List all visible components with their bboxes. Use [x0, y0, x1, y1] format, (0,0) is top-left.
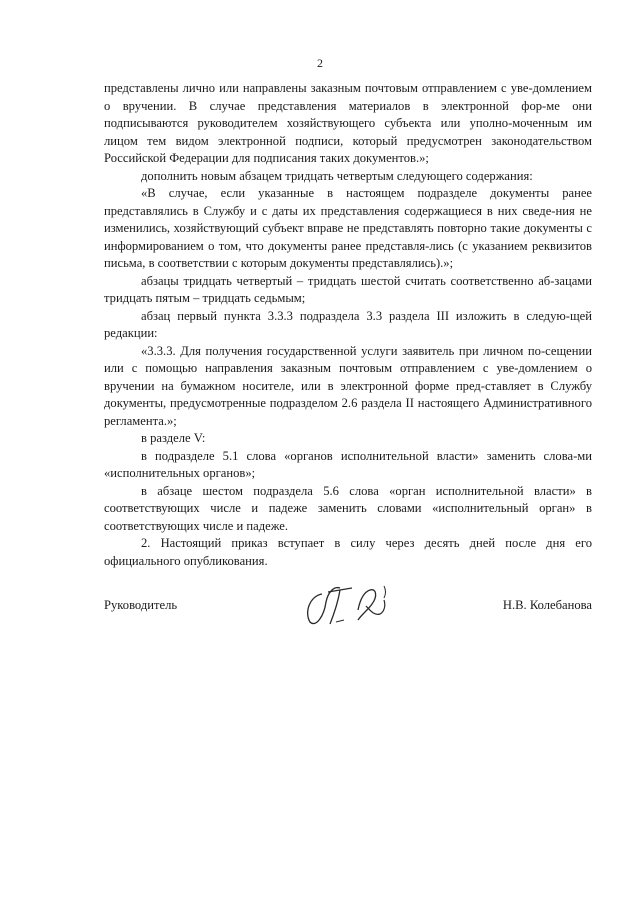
paragraph: абзацы тридцать четвертый – тридцать шестой считать соответственно аб-зацами тридцать пятым – тридцать седьмым; — [104, 273, 592, 305]
paragraph: «3.3.3. Для получения государственной услуги заявитель при личном по-сещении или с помощью направления заказным почтовым отправлением с уве-домлением о вручении на бумажном носителе, или в электронной форме пред-ставляет в Службу документы, предусмотренные подразделом 2.6 раздела II настоящего Административного регламента.»; — [104, 343, 592, 428]
paragraph: в разделе V: — [141, 431, 206, 445]
page-number: 2 — [317, 56, 323, 70]
signatory-name: Н.В. Колебанова — [502, 598, 592, 612]
paragraph: абзац первый пункта 3.3.3 подраздела 3.3 раздела III изложить в следую-щей редакции: — [104, 308, 592, 340]
paragraph: в подразделе 5.1 слова «органов исполнительной власти» заменить слова-ми «исполнительных органов»; — [104, 448, 592, 480]
paragraph: «В случае, если указанные в настоящем подразделе документы ранее представлялись в Службу и с даты их представления содержащиеся в них сведе-ния не изменились, хозяйствующий субъект вправе не представлять повторно такие документы с информированием о том, что документы ранее представля-лись (с указанием реквизитов письма, в соответствии с которым документы представлялись).»; — [104, 186, 592, 270]
signature-block — [104, 580, 592, 640]
handwritten-signature — [300, 580, 400, 628]
document-body — [104, 80, 592, 570]
paragraph: 2. Настоящий приказ вступает в силу через десять дней после дня его официального опубликования. — [104, 536, 592, 568]
paragraph: представлены лично или направлены заказным почтовым отправлением с уве-домлением о вручении. В случае представления материалов в электронной фор-ме они подписываются руководителем хозяйствующего субъекта или уполно-моченным им лицом тем видом электронной подписи, который предусмотрен законодательством Российской Федерации для подписания таких документов.»; — [104, 81, 592, 165]
paragraph: дополнить новым абзацем тридцать четвертым следующего содержания: — [141, 168, 533, 183]
signatory-title: Руководитель — [104, 598, 178, 612]
paragraph: в абзаце шестом подраздела 5.6 слова «орган исполнительной власти» в соответствующих числе и падеже заменить словами «исполнительный орган» в соответствующих числе и падеже. — [104, 483, 592, 533]
